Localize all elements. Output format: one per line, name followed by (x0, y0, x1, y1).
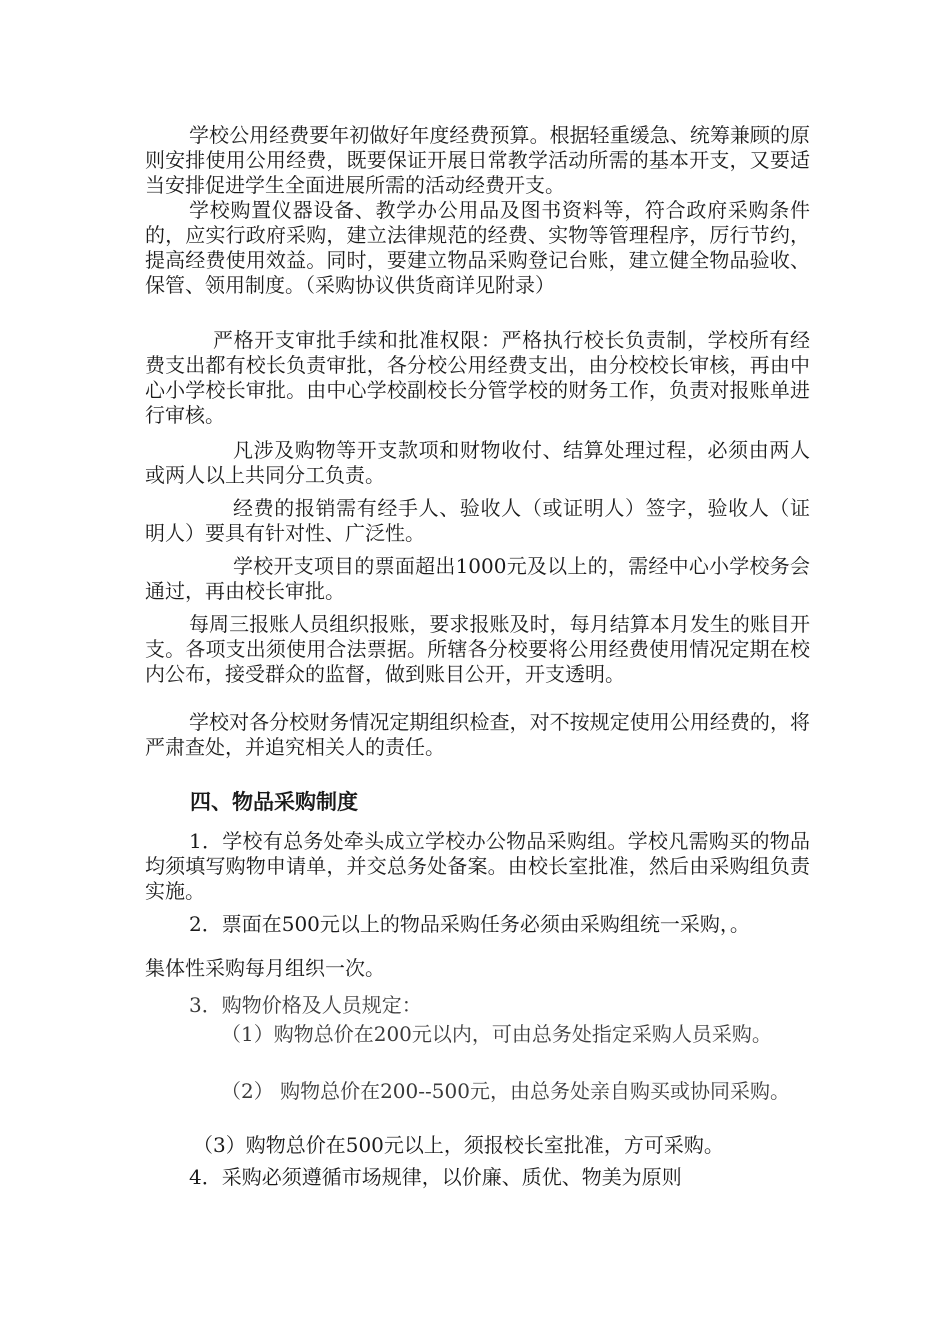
procurement-item-2-continued: 集体性采购每月组织一次。 (145, 956, 385, 980)
paragraph-inspection: 学校对各分校财务情况定期组织检查，对不按规定使用公用经费的，将严肃查处，并追究相关人的责任。 (145, 710, 810, 759)
procurement-item-3-sub-2: （2） 购物总价在200--500元，由总务处亲自购买或协同采购。 (221, 1079, 790, 1103)
procurement-item-1: 1．学校有总务处牵头成立学校办公物品采购组。学校凡需购买的物品均须填写购物申请单，并交总务处备案。由校长室批准，然后由采购组负责实施。 (145, 829, 810, 903)
paragraph-reimbursement: 经费的报销需有经手人、验收人（或证明人）签字，验收人（证明人）要具有针对性、广泛性。 (145, 496, 810, 545)
paragraph-weekly-accounts: 每周三报账人员组织报账，要求报账及时，每月结算本月发生的账目开支。各项支出须使用合法票据。所辖各分校要将公用经费使用情况定期在校内公布，接受群众的监督，做到账目公开，开支透明。 (145, 612, 810, 686)
procurement-item-2: 2．票面在500元以上的物品采购任务必须由采购组统一采购，。 (189, 912, 750, 936)
procurement-item-4: 4．采购必须遵循市场规律，以价廉、质优、物美为原则 (189, 1165, 682, 1189)
procurement-item-3-sub-1: （1）购物总价在200元以内，可由总务处指定采购人员采购。 (221, 1022, 772, 1046)
paragraph-purchasing: 学校购置仪器设备、教学办公用品及图书资料等，符合政府采购条件的，应实行政府采购，建立法律规范的经费、实物等管理程序，厉行节约，提高经费使用效益。同时，要建立物品采购登记台账，建立健全物品验收、保管、领用制度。（采购协议供货商详见附录） (145, 198, 810, 297)
paragraph-approval: 严格开支审批手续和批准权限：严格执行校长负责制，学校所有经费支出都有校长负责审批，各分校公用经费支出，由分校校长审核，再由中心小学校长审批。由中心学校副校长分管学校的财务工作，负责对报账单进行审核。 (145, 328, 810, 427)
paragraph-budget: 学校公用经费要年初做好年度经费预算。根据轻重缓急、统筹兼顾的原则安排使用公用经费，既要保证开展日常教学活动所需的基本开支，又要适当安排促进学生全面进展所需的活动经费开支。 (145, 123, 810, 197)
procurement-item-3: 3．购物价格及人员规定： (189, 993, 422, 1017)
section-heading: 四、物品采购制度 (190, 790, 358, 814)
paragraph-threshold: 学校开支项目的票面超出1000元及以上的，需经中心小学校务会通过，再由校长审批。 (145, 554, 810, 603)
procurement-item-3-sub-3: （3）购物总价在500元以上，须报校长室批准，方可采购。 (193, 1133, 724, 1157)
paragraph-payment-division: 凡涉及购物等开支款项和财物收付、结算处理过程，必须由两人或两人以上共同分工负责。 (145, 438, 810, 487)
